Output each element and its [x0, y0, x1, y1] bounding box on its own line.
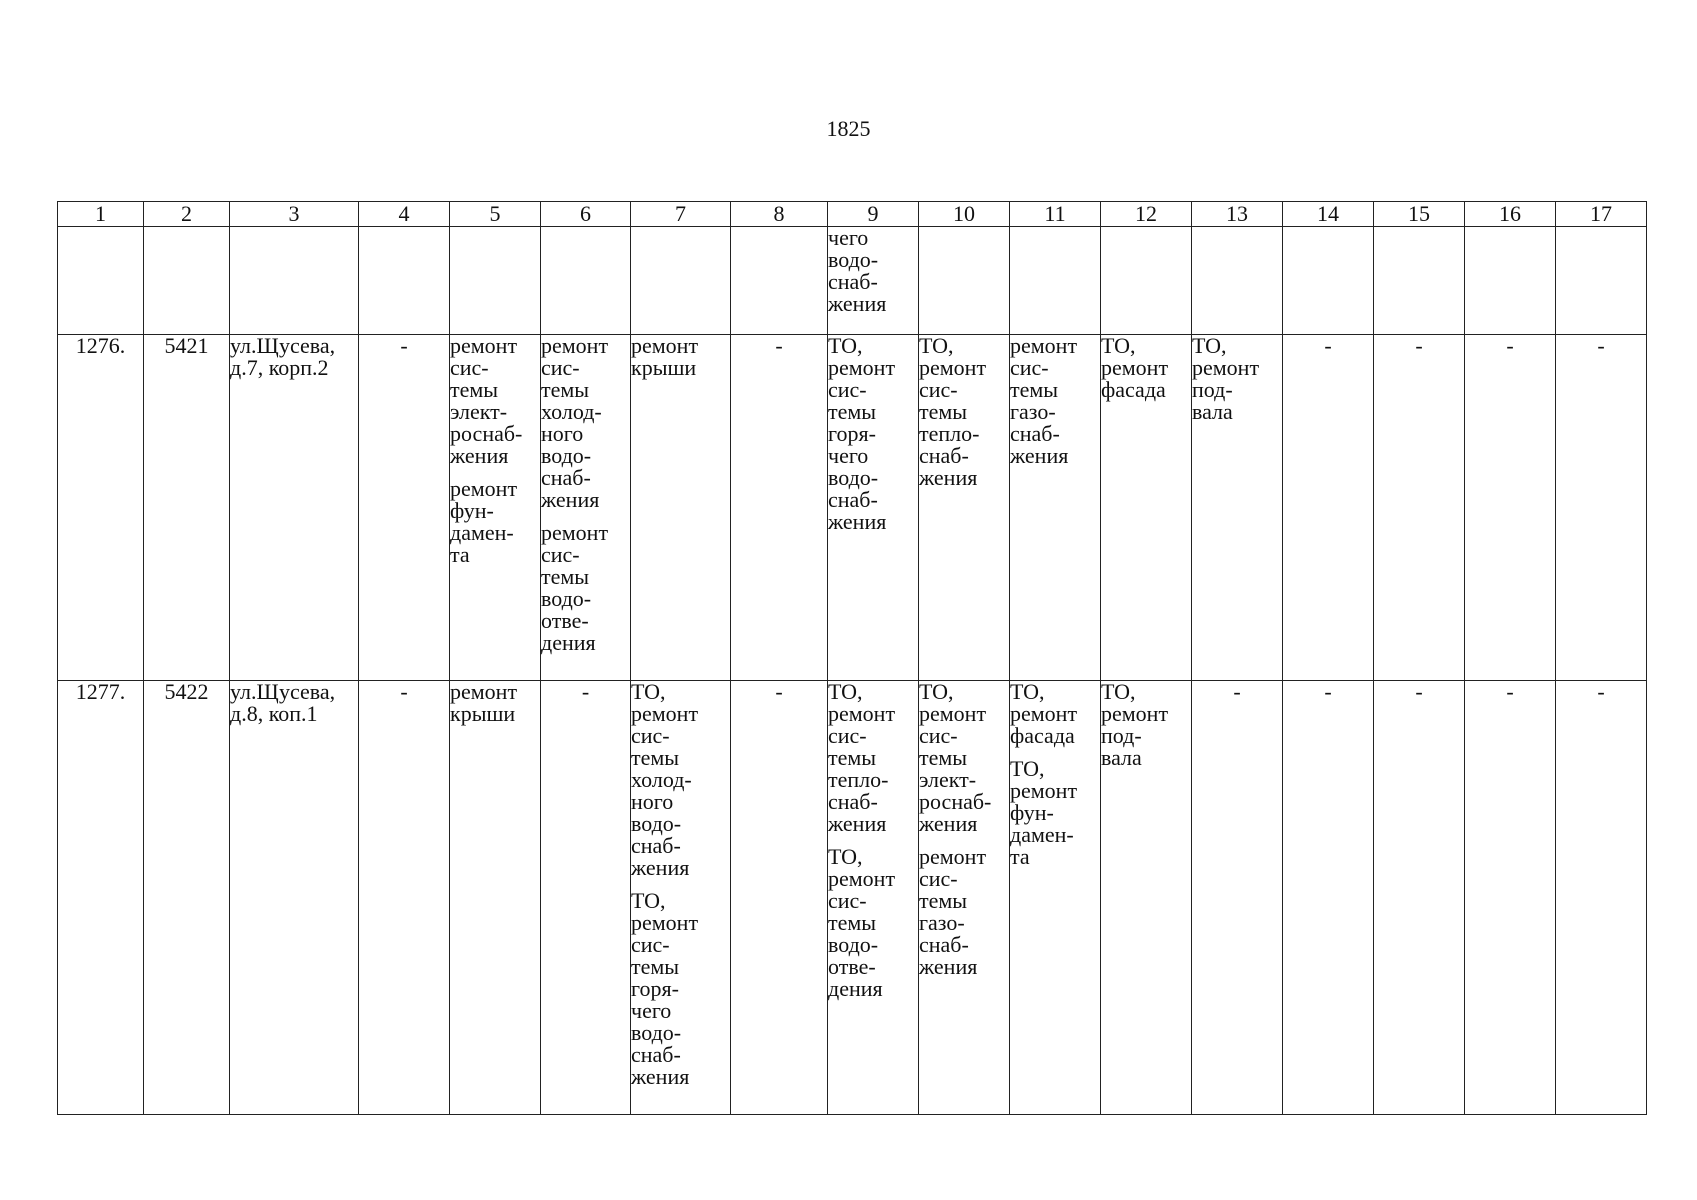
cell-text-line: жения: [450, 443, 509, 468]
cell-text-line: сис-: [631, 723, 670, 748]
cell-text-block: [450, 478, 540, 566]
cell-text-line: снаб-: [828, 269, 878, 294]
cell-text-line: водо-: [541, 443, 592, 468]
cell-text-line: темы: [919, 888, 968, 913]
table-header-row: [58, 202, 1647, 227]
table-cell-col-14: [1283, 227, 1374, 335]
table-cell-col-1: [58, 227, 144, 335]
cell-text-block: [631, 681, 730, 879]
table-cell-col-7: [631, 227, 731, 335]
table-row-1276: [58, 335, 1647, 681]
cell-text-block: [541, 335, 630, 511]
cell-text-line: ТО,: [1010, 756, 1045, 781]
cell-text-line: ремонт: [828, 355, 896, 380]
column-number-9: 9: [828, 202, 919, 227]
cell-text-line: фасада: [1101, 377, 1166, 402]
cell-text-block: [631, 890, 730, 1088]
cell-text-line: ремонт: [1101, 701, 1169, 726]
table-cell-col-10: [919, 681, 1010, 1115]
cell-text-block: [828, 681, 918, 835]
cell-text-line: дения: [541, 630, 596, 655]
table-cell-col-16: -: [1465, 335, 1556, 681]
cell-text-line: ремонт: [919, 355, 987, 380]
cell-text-line: ремонт: [450, 333, 518, 358]
cell-text-line: ТО,: [919, 679, 954, 704]
cell-text-line: ТО,: [1010, 679, 1045, 704]
cell-text-line: сис-: [631, 932, 670, 957]
cell-text-line: ТО,: [828, 844, 863, 869]
cell-text-line: темы: [631, 745, 680, 770]
cell-text-line: ТО,: [828, 679, 863, 704]
column-number-14: 14: [1283, 202, 1374, 227]
cell-text-block: [919, 681, 1009, 835]
cell-text-line: холод-: [631, 767, 692, 792]
cell-text-line: темы: [541, 377, 590, 402]
cell-text-block: [919, 846, 1009, 978]
cell-text-line: ремонт: [828, 866, 896, 891]
cell-text-block: [450, 335, 540, 467]
table-cell-col-17: -: [1556, 335, 1647, 681]
cell-text-line: тепло-: [919, 421, 980, 446]
table-cell-col-1: 1276.: [58, 335, 144, 681]
cell-text-block: [1101, 335, 1191, 401]
cell-text-line: вала: [1101, 745, 1142, 770]
cell-text-line: под-: [1192, 377, 1233, 402]
table-cell-col-15: -: [1374, 335, 1465, 681]
cell-text-line: ного: [631, 789, 674, 814]
cell-text-line: снаб-: [919, 932, 969, 957]
table-cell-col-2: 5421: [144, 335, 230, 681]
cell-text-line: ремонт: [1010, 701, 1078, 726]
cell-text-line: ТО,: [1101, 679, 1136, 704]
cell-text-line: ремонт: [541, 520, 609, 545]
table-cell-col-15: [1374, 227, 1465, 335]
cell-text-line: жения: [631, 1064, 690, 1089]
cell-text-line: чего: [631, 998, 672, 1023]
table-cell-col-8: -: [731, 335, 828, 681]
cell-text-line: та: [450, 542, 470, 567]
cell-text-block: [230, 681, 358, 725]
cell-text-line: жения: [919, 954, 978, 979]
cell-text-block: [1010, 681, 1100, 747]
table-cell-col-8: -: [731, 681, 828, 1115]
table-cell-col-16: [1465, 227, 1556, 335]
cell-text-line: чего: [828, 443, 869, 468]
cell-text-line: ремонт: [541, 333, 609, 358]
column-number-4: 4: [359, 202, 450, 227]
cell-text-line: сис-: [919, 377, 958, 402]
cell-text-line: ремонт: [828, 701, 896, 726]
cell-text-line: ТО,: [828, 333, 863, 358]
cell-text-line: сис-: [1010, 355, 1049, 380]
column-number-5: 5: [450, 202, 541, 227]
cell-text-line: под-: [1101, 723, 1142, 748]
table-cell-col-4: [359, 227, 450, 335]
cell-text-line: темы: [828, 745, 877, 770]
cell-text-block: [541, 522, 630, 654]
cell-text-block: [1010, 335, 1100, 467]
cell-text-line: отве-: [541, 608, 589, 633]
cell-text-line: сис-: [541, 542, 580, 567]
table-cell-col-4: -: [359, 681, 450, 1115]
cell-text-line: газо-: [919, 910, 965, 935]
cell-text-line: жения: [919, 465, 978, 490]
table-cell-col-3: [230, 335, 359, 681]
table-cell-col-2: [144, 227, 230, 335]
cell-text-line: роснаб-: [450, 421, 523, 446]
table-cell-col-13: -: [1192, 681, 1283, 1115]
cell-text-line: снаб-: [828, 789, 878, 814]
cell-text-line: ул.Щусева,: [230, 333, 336, 358]
cell-text-line: горя-: [631, 976, 679, 1001]
table-cell-col-10: [919, 227, 1010, 335]
cell-text-line: темы: [541, 564, 590, 589]
cell-text-line: жения: [631, 855, 690, 880]
table-cell-col-3: [230, 227, 359, 335]
cell-text-line: элект-: [919, 767, 977, 792]
cell-text-line: темы: [450, 377, 499, 402]
cell-text-line: дамен-: [1010, 822, 1074, 847]
column-number-7: 7: [631, 202, 731, 227]
page-number: 1825: [826, 116, 871, 141]
cell-text-block: [631, 335, 730, 379]
cell-text-line: жения: [1010, 443, 1069, 468]
cell-text-line: горя-: [828, 421, 876, 446]
cell-text-line: дамен-: [450, 520, 514, 545]
cell-text-line: холод-: [541, 399, 602, 424]
table-cell-col-6: -: [541, 681, 631, 1115]
cell-text-line: д.7, корп.2: [230, 355, 329, 380]
cell-text-line: ремонт: [1010, 333, 1078, 358]
table-cell-col-3: [230, 681, 359, 1115]
table-cell-col-5: [450, 227, 541, 335]
table-cell-col-9: [828, 227, 919, 335]
table-cell-col-17: -: [1556, 681, 1647, 1115]
column-number-13: 13: [1192, 202, 1283, 227]
cell-text-line: снаб-: [631, 1042, 681, 1067]
table-cell-col-11: [1010, 335, 1101, 681]
cell-text-line: фун-: [450, 498, 494, 523]
cell-text-line: вала: [1192, 399, 1233, 424]
table-cell-col-5: [450, 335, 541, 681]
column-number-3: 3: [230, 202, 359, 227]
cell-text-line: водо-: [828, 247, 879, 272]
table-row-1277: [58, 681, 1647, 1115]
cell-text-line: ремонт: [1010, 778, 1078, 803]
cell-text-line: тепло-: [828, 767, 889, 792]
column-number-8: 8: [731, 202, 828, 227]
cell-text-line: сис-: [828, 723, 867, 748]
table-cell-col-9: [828, 681, 919, 1115]
cell-text-line: ремонт: [1192, 355, 1260, 380]
column-number-6: 6: [541, 202, 631, 227]
table-cell-col-7: [631, 681, 731, 1115]
cell-text-block: [828, 227, 918, 315]
cell-text-line: водо-: [631, 1020, 682, 1045]
table-cell-col-12: [1101, 335, 1192, 681]
cell-text-line: ремонт: [919, 701, 987, 726]
cell-text-line: ремонт: [631, 701, 699, 726]
column-number-11: 11: [1010, 202, 1101, 227]
table-cell-col-9: [828, 335, 919, 681]
table-cell-col-13: [1192, 335, 1283, 681]
cell-text-line: газо-: [1010, 399, 1056, 424]
cell-text-line: снаб-: [919, 443, 969, 468]
cell-text-line: ТО,: [631, 888, 666, 913]
cell-text-line: жения: [828, 811, 887, 836]
table-cell-col-2: 5422: [144, 681, 230, 1115]
table-cell-col-13: [1192, 227, 1283, 335]
table-cell-col-16: -: [1465, 681, 1556, 1115]
cell-text-line: чего: [828, 225, 869, 250]
cell-text-line: дения: [828, 976, 883, 1001]
table-cell-col-7: [631, 335, 731, 681]
table-cell-col-5: [450, 681, 541, 1115]
cell-text-line: фасада: [1010, 723, 1075, 748]
table-cell-col-17: [1556, 227, 1647, 335]
cell-text-line: элект-: [450, 399, 508, 424]
column-number-1: 1: [58, 202, 144, 227]
cell-text-line: роснаб-: [919, 789, 992, 814]
cell-text-line: крыши: [450, 701, 516, 726]
table-cell-col-10: [919, 335, 1010, 681]
cell-text-line: ТО,: [1192, 333, 1227, 358]
table-cell-col-15: -: [1374, 681, 1465, 1115]
cell-text-line: жения: [828, 291, 887, 316]
table-cell-col-6: [541, 227, 631, 335]
cell-text-line: снаб-: [828, 487, 878, 512]
cell-text-block: [230, 335, 358, 379]
cell-text-line: сис-: [541, 355, 580, 380]
cell-text-line: ного: [541, 421, 584, 446]
cell-text-line: водо-: [631, 811, 682, 836]
cell-text-line: сис-: [450, 355, 489, 380]
cell-text-line: ремонт: [631, 910, 699, 935]
cell-text-line: темы: [631, 954, 680, 979]
cell-text-line: крыши: [631, 355, 697, 380]
cell-text-line: ремонт: [919, 844, 987, 869]
cell-text-line: ремонт: [1101, 355, 1169, 380]
table-cell-col-8: [731, 227, 828, 335]
cell-text-line: ремонт: [450, 476, 518, 501]
cell-text-line: сис-: [919, 723, 958, 748]
cell-text-line: темы: [1010, 377, 1059, 402]
table-cell-col-12: [1101, 681, 1192, 1115]
cell-text-line: фун-: [1010, 800, 1054, 825]
table-cell-col-11: [1010, 227, 1101, 335]
cell-text-block: [919, 335, 1009, 489]
cell-text-block: [828, 846, 918, 1000]
cell-text-line: ТО,: [919, 333, 954, 358]
cell-text-line: та: [1010, 844, 1030, 869]
cell-text-block: [1101, 681, 1191, 769]
cell-text-line: жения: [828, 509, 887, 534]
works-table: [57, 201, 1647, 1115]
column-number-10: 10: [919, 202, 1010, 227]
table-cell-col-12: [1101, 227, 1192, 335]
cell-text-line: темы: [828, 910, 877, 935]
cell-text-line: ТО,: [1101, 333, 1136, 358]
cell-text-line: снаб-: [1010, 421, 1060, 446]
table-cell-col-4: -: [359, 335, 450, 681]
cell-text-line: снаб-: [631, 833, 681, 858]
cell-text-line: водо-: [828, 465, 879, 490]
cell-text-line: снаб-: [541, 465, 591, 490]
cell-text-block: [828, 335, 918, 533]
cell-text-line: жения: [919, 811, 978, 836]
table-cell-col-11: [1010, 681, 1101, 1115]
column-number-12: 12: [1101, 202, 1192, 227]
cell-text-block: [1192, 335, 1282, 423]
cell-text-line: сис-: [828, 888, 867, 913]
cell-text-line: водо-: [828, 932, 879, 957]
cell-text-line: д.8, коп.1: [230, 701, 318, 726]
cell-text-line: сис-: [919, 866, 958, 891]
column-number-2: 2: [144, 202, 230, 227]
cell-text-line: ТО,: [631, 679, 666, 704]
cell-text-line: отве-: [828, 954, 876, 979]
cell-text-line: ремонт: [631, 333, 699, 358]
cell-text-block: [450, 681, 540, 725]
table-cell-col-14: -: [1283, 681, 1374, 1115]
column-number-17: 17: [1556, 202, 1647, 227]
cell-text-block: [1010, 758, 1100, 868]
table-cell-col-1: 1277.: [58, 681, 144, 1115]
table-row-continuation: [58, 227, 1647, 335]
cell-text-line: жения: [541, 487, 600, 512]
cell-text-line: ул.Щусева,: [230, 679, 336, 704]
cell-text-line: темы: [919, 399, 968, 424]
cell-text-line: темы: [828, 399, 877, 424]
cell-text-line: ремонт: [450, 679, 518, 704]
table-cell-col-6: [541, 335, 631, 681]
cell-text-line: сис-: [828, 377, 867, 402]
column-number-15: 15: [1374, 202, 1465, 227]
cell-text-line: темы: [919, 745, 968, 770]
column-number-16: 16: [1465, 202, 1556, 227]
table-cell-col-14: -: [1283, 335, 1374, 681]
cell-text-line: водо-: [541, 586, 592, 611]
